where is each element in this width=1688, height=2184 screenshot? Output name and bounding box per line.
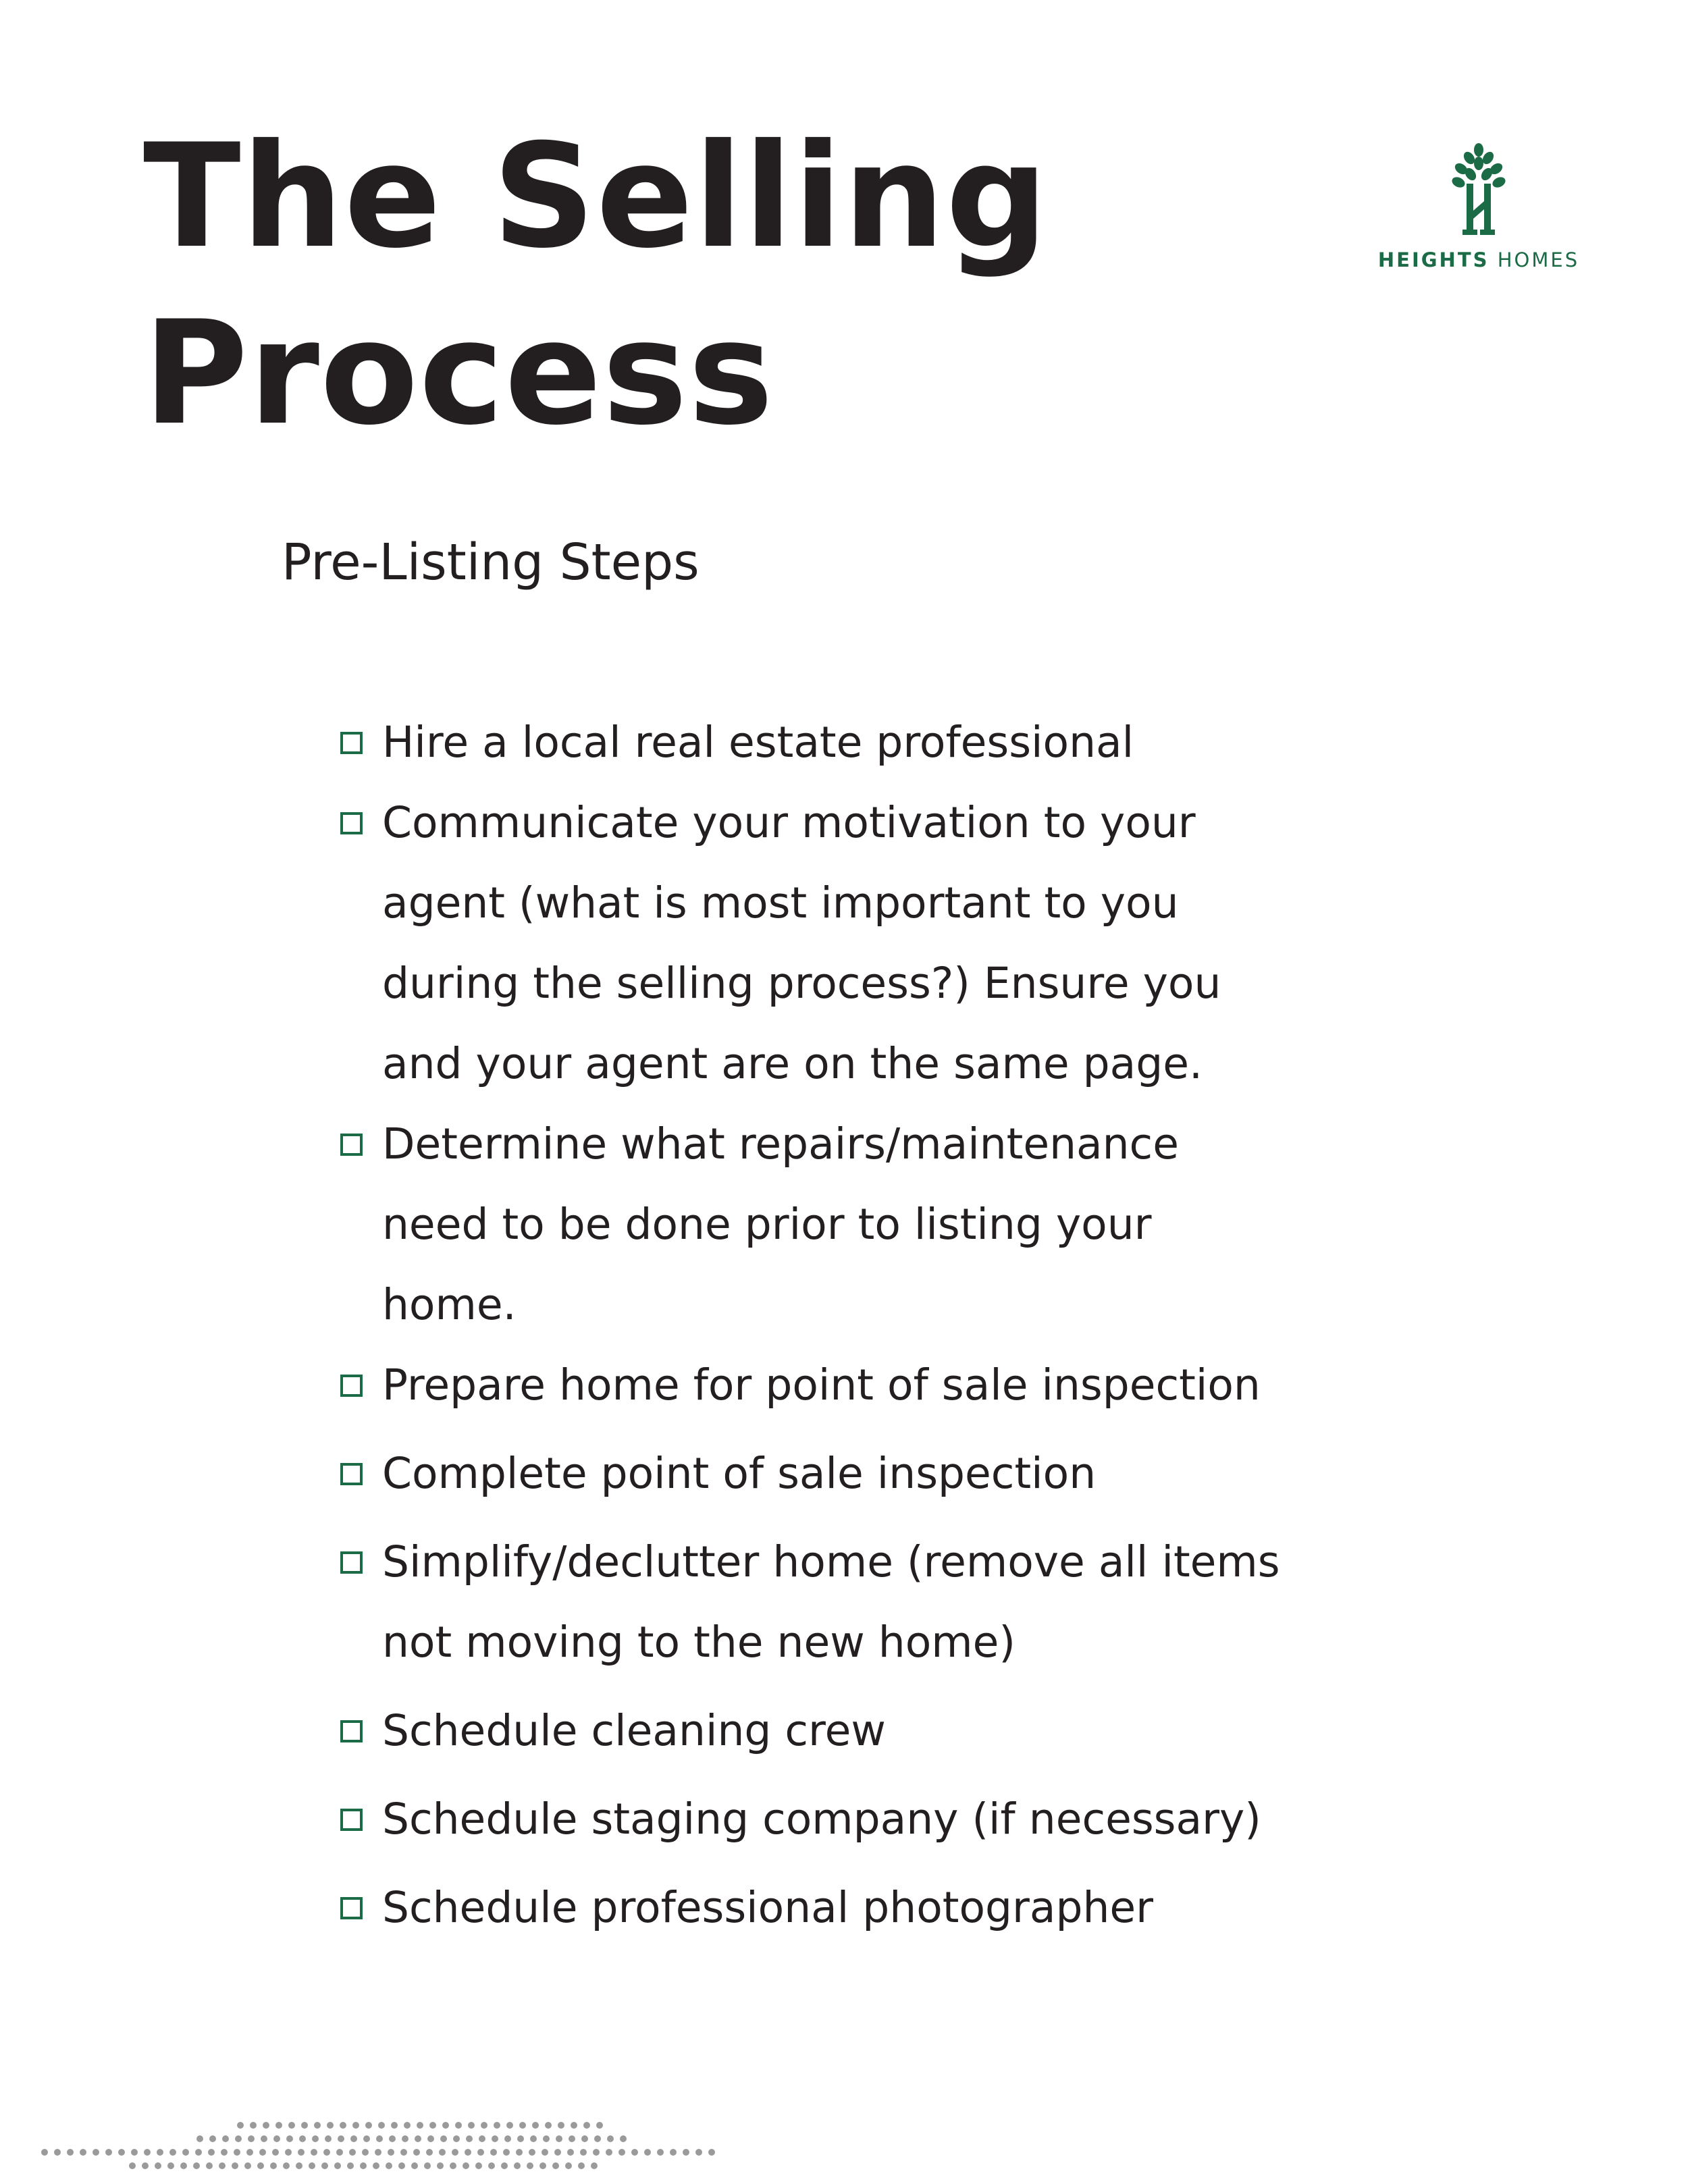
- decorative-dot: [411, 2162, 418, 2169]
- decorative-dot: [398, 2162, 405, 2169]
- decorative-dot: [481, 2122, 487, 2129]
- decorative-dot: [391, 2122, 398, 2129]
- decorative-dot: [221, 2149, 228, 2156]
- decorative-dot: [169, 2149, 176, 2156]
- checkbox-icon[interactable]: [340, 812, 363, 834]
- decorative-dot: [426, 2149, 433, 2156]
- decorative-dot: [288, 2122, 295, 2129]
- decorative-dot: [311, 2149, 317, 2156]
- decorative-dot: [452, 2149, 458, 2156]
- decorative-dot: [321, 2162, 328, 2169]
- decorative-dot: [504, 2135, 511, 2142]
- decorative-dot: [314, 2122, 321, 2129]
- decorative-dot: [437, 2162, 444, 2169]
- decorative-dot: [413, 2149, 420, 2156]
- checklist-item-text: Prepare home for point of sale inspection: [382, 1360, 1261, 1410]
- decorative-dot: [195, 2149, 202, 2156]
- decorative-dot: [455, 2122, 462, 2129]
- decorative-dot: [530, 2135, 537, 2142]
- checkbox-icon[interactable]: [340, 1375, 363, 1397]
- decorative-dot: [67, 2149, 74, 2156]
- decorative-dot: [466, 2135, 473, 2142]
- decorative-dot: [272, 2149, 279, 2156]
- decorative-dot: [182, 2149, 189, 2156]
- decorative-dot: [463, 2162, 469, 2169]
- decorative-dot: [298, 2149, 305, 2156]
- decorative-dot: [248, 2135, 255, 2142]
- decorative-dot: [155, 2162, 161, 2169]
- decorative-dot: [388, 2149, 394, 2156]
- decorative-dot: [118, 2149, 125, 2156]
- checklist-item-text: Determine what repairs/maintenance: [382, 1119, 1179, 1169]
- decorative-dot: [257, 2162, 264, 2169]
- decorative-dot: [219, 2162, 226, 2169]
- decorative-dot: [283, 2162, 290, 2169]
- decorative-dot: [554, 2149, 561, 2156]
- decorative-dot: [591, 2162, 598, 2169]
- decorative-dot: [606, 2149, 612, 2156]
- decorative-dot: [594, 2135, 601, 2142]
- decorative-dot: [378, 2122, 385, 2129]
- checklist-item-text: Simplify/declutter home (remove all items: [382, 1537, 1280, 1587]
- checklist-item-text: Schedule professional photographer: [382, 1883, 1154, 1932]
- decorative-dot: [477, 2149, 484, 2156]
- decorative-dot: [545, 2122, 552, 2129]
- decorative-dot: [440, 2135, 447, 2142]
- heights-homes-logo: [1364, 143, 1593, 285]
- decorative-dot: [492, 2135, 498, 2142]
- decorative-dot: [506, 2122, 513, 2129]
- checklist-item-text: Complete point of sale inspection: [382, 1449, 1097, 1498]
- checklist-item-text: home.: [382, 1280, 517, 1329]
- decorative-dot: [285, 2149, 292, 2156]
- checkbox-icon[interactable]: [340, 1551, 363, 1574]
- decorative-dot: [360, 2162, 367, 2169]
- checklist-item-text: not moving to the new home): [382, 1618, 1016, 1667]
- decorative-dot: [581, 2135, 588, 2142]
- decorative-dot: [362, 2149, 369, 2156]
- decorative-dot: [167, 2162, 174, 2169]
- checklist-item-text: agent (what is most important to you: [382, 878, 1179, 928]
- decorative-dot: [131, 2149, 138, 2156]
- decorative-dot: [208, 2149, 215, 2156]
- decorative-dot: [465, 2149, 471, 2156]
- decorative-dot: [246, 2149, 253, 2156]
- decorative-dot: [571, 2122, 577, 2129]
- decorative-dot: [450, 2162, 456, 2169]
- decorative-dot: [237, 2122, 244, 2129]
- logo-brand-light: HOMES: [1497, 248, 1580, 271]
- decorative-dot: [527, 2162, 533, 2169]
- decorative-dot: [347, 2162, 354, 2169]
- page-title-line-1: The Selling: [143, 113, 1049, 279]
- decorative-dot: [439, 2149, 446, 2156]
- checklist-item-text: Schedule cleaning crew: [382, 1706, 886, 1755]
- checklist-item-text: Schedule staging company (if necessary): [382, 1794, 1261, 1844]
- decorative-dot: [80, 2149, 86, 2156]
- logo-wordmark: [1364, 248, 1593, 271]
- decorative-dot: [503, 2149, 510, 2156]
- decorative-dot: [389, 2135, 396, 2142]
- decorative-dot: [334, 2162, 341, 2169]
- checklist-item-text: need to be done prior to listing your: [382, 1200, 1152, 1249]
- decorative-dot: [657, 2149, 664, 2156]
- decorative-dot: [363, 2135, 370, 2142]
- checklist-item-text: Hire a local real estate professional: [382, 718, 1134, 767]
- decorative-dot: [301, 2122, 308, 2129]
- decorative-dot: [415, 2135, 421, 2142]
- decorative-dot: [93, 2149, 99, 2156]
- checklist-item: [336, 1522, 1390, 1682]
- decorative-dot: [494, 2122, 500, 2129]
- checklist-item: [336, 1867, 1390, 1948]
- decorative-dot: [193, 2162, 200, 2169]
- decorative-dot: [424, 2162, 431, 2169]
- checkbox-icon[interactable]: [340, 1463, 363, 1485]
- decorative-dot: [340, 2122, 346, 2129]
- decorative-dot: [488, 2162, 495, 2169]
- checklist-item-text: during the selling process?) Ensure you: [382, 959, 1221, 1008]
- tree-h-logo-icon: [1445, 143, 1512, 238]
- decorative-dot: [556, 2135, 562, 2142]
- page-title-line-2: Process: [143, 290, 774, 456]
- checkbox-icon[interactable]: [340, 1897, 363, 1919]
- decorative-dot: [468, 2122, 475, 2129]
- decorative-dot: [275, 2122, 282, 2129]
- decorative-dot: [209, 2135, 216, 2142]
- decorative-dot: [552, 2162, 559, 2169]
- checklist-item-text: and your agent are on the same page.: [382, 1039, 1203, 1088]
- decorative-dot: [373, 2162, 379, 2169]
- decorative-dot: [569, 2135, 575, 2142]
- decorative-dot: [54, 2149, 61, 2156]
- decorative-dot: [365, 2122, 372, 2129]
- checklist-item: [336, 1433, 1390, 1514]
- decorative-dot: [453, 2135, 460, 2142]
- decorative-dot: [618, 2149, 625, 2156]
- decorative-dot: [558, 2122, 564, 2129]
- decorative-dot: [593, 2149, 600, 2156]
- checklist-item: [336, 1345, 1390, 1425]
- decorative-dot: [670, 2149, 677, 2156]
- decorative-dot: [695, 2149, 702, 2156]
- decorative-dot: [327, 2122, 334, 2129]
- checklist-item: [336, 1779, 1390, 1859]
- decorative-dot: [542, 2149, 548, 2156]
- decorative-dot: [442, 2122, 449, 2129]
- decorative-dot: [519, 2122, 526, 2129]
- decorative-dot: [336, 2149, 343, 2156]
- decorative-dot: [349, 2149, 356, 2156]
- decorative-dot: [261, 2135, 267, 2142]
- decorative-dot: [235, 2135, 242, 2142]
- decorative-dot: [273, 2135, 280, 2142]
- decorative-dot: [157, 2149, 163, 2156]
- decorative-dot: [259, 2149, 266, 2156]
- decorative-dot: [338, 2135, 344, 2142]
- decorative-dot: [375, 2149, 381, 2156]
- decorative-dot: [516, 2149, 523, 2156]
- decorative-dot: [596, 2122, 603, 2129]
- checklist: [336, 702, 1390, 1948]
- decorative-dot: [309, 2162, 315, 2169]
- decorative-dot: [479, 2135, 485, 2142]
- decorative-dot: [583, 2122, 590, 2129]
- decorative-dot: [475, 2162, 482, 2169]
- checkbox-icon[interactable]: [340, 1134, 363, 1156]
- decorative-dot: [620, 2135, 627, 2142]
- decorative-dot: [400, 2149, 407, 2156]
- decorative-dot: [105, 2149, 112, 2156]
- decorative-dot: [325, 2135, 332, 2142]
- decorative-dot: [352, 2122, 359, 2129]
- decorative-dot: [644, 2149, 651, 2156]
- decorative-dot: [402, 2135, 408, 2142]
- decorative-dot: [631, 2149, 638, 2156]
- decorative-dot: [567, 2149, 574, 2156]
- checklist-item-text: Communicate your motivation to your: [382, 798, 1196, 847]
- decorative-dot: [41, 2149, 48, 2156]
- decorative-dot: [532, 2122, 539, 2129]
- decorative-dot: [517, 2135, 524, 2142]
- decorative-dot: [250, 2122, 257, 2129]
- decorative-dot: [543, 2135, 550, 2142]
- decorative-dot: [539, 2162, 546, 2169]
- decorative-dot: [206, 2162, 213, 2169]
- checklist-item: [336, 1104, 1390, 1345]
- decorative-dot: [299, 2135, 306, 2142]
- decorative-dot: [350, 2135, 357, 2142]
- decorative-dot: [490, 2149, 497, 2156]
- decorative-dot: [323, 2149, 330, 2156]
- checkbox-icon[interactable]: [340, 1720, 363, 1742]
- decorative-dot: [180, 2162, 187, 2169]
- decorative-dot: [286, 2135, 293, 2142]
- decorative-dot: [196, 2135, 203, 2142]
- decorative-dot: [312, 2135, 319, 2142]
- decorative-dot: [501, 2162, 508, 2169]
- decorative-dot: [427, 2135, 434, 2142]
- decorative-dot: [404, 2122, 411, 2129]
- decorative-dot: [144, 2149, 151, 2156]
- checklist-item: [336, 702, 1390, 782]
- decorative-dot: [578, 2162, 585, 2169]
- decorative-dot: [376, 2135, 383, 2142]
- decorative-dot: [607, 2135, 614, 2142]
- checklist-item: [336, 1690, 1390, 1771]
- logo-brand-bold: HEIGHTS: [1377, 248, 1489, 271]
- decorative-dot: [244, 2162, 251, 2169]
- checkbox-icon[interactable]: [340, 732, 363, 754]
- decorative-dot: [529, 2149, 535, 2156]
- decorative-dot: [386, 2162, 392, 2169]
- decorative-dot: [270, 2162, 277, 2169]
- decorative-dot: [708, 2149, 715, 2156]
- decorative-dot: [222, 2135, 229, 2142]
- decorative-dot: [580, 2149, 587, 2156]
- decorative-dot: [234, 2149, 240, 2156]
- decorative-dot: [683, 2149, 689, 2156]
- decorative-dot: [129, 2162, 136, 2169]
- decorative-dot: [417, 2122, 423, 2129]
- decorative-dot: [232, 2162, 238, 2169]
- checkbox-icon[interactable]: [340, 1809, 363, 1831]
- decorative-dot: [429, 2122, 436, 2129]
- section-heading: Pre-Listing Steps: [282, 533, 700, 591]
- decorative-dot: [296, 2162, 302, 2169]
- decorative-dot: [565, 2162, 572, 2169]
- decorative-dot-pattern: [41, 2120, 729, 2174]
- checklist-item: [336, 782, 1390, 1104]
- decorative-dot: [263, 2122, 269, 2129]
- page-title: [143, 108, 1049, 462]
- decorative-dot: [514, 2162, 521, 2169]
- decorative-dot: [142, 2162, 149, 2169]
